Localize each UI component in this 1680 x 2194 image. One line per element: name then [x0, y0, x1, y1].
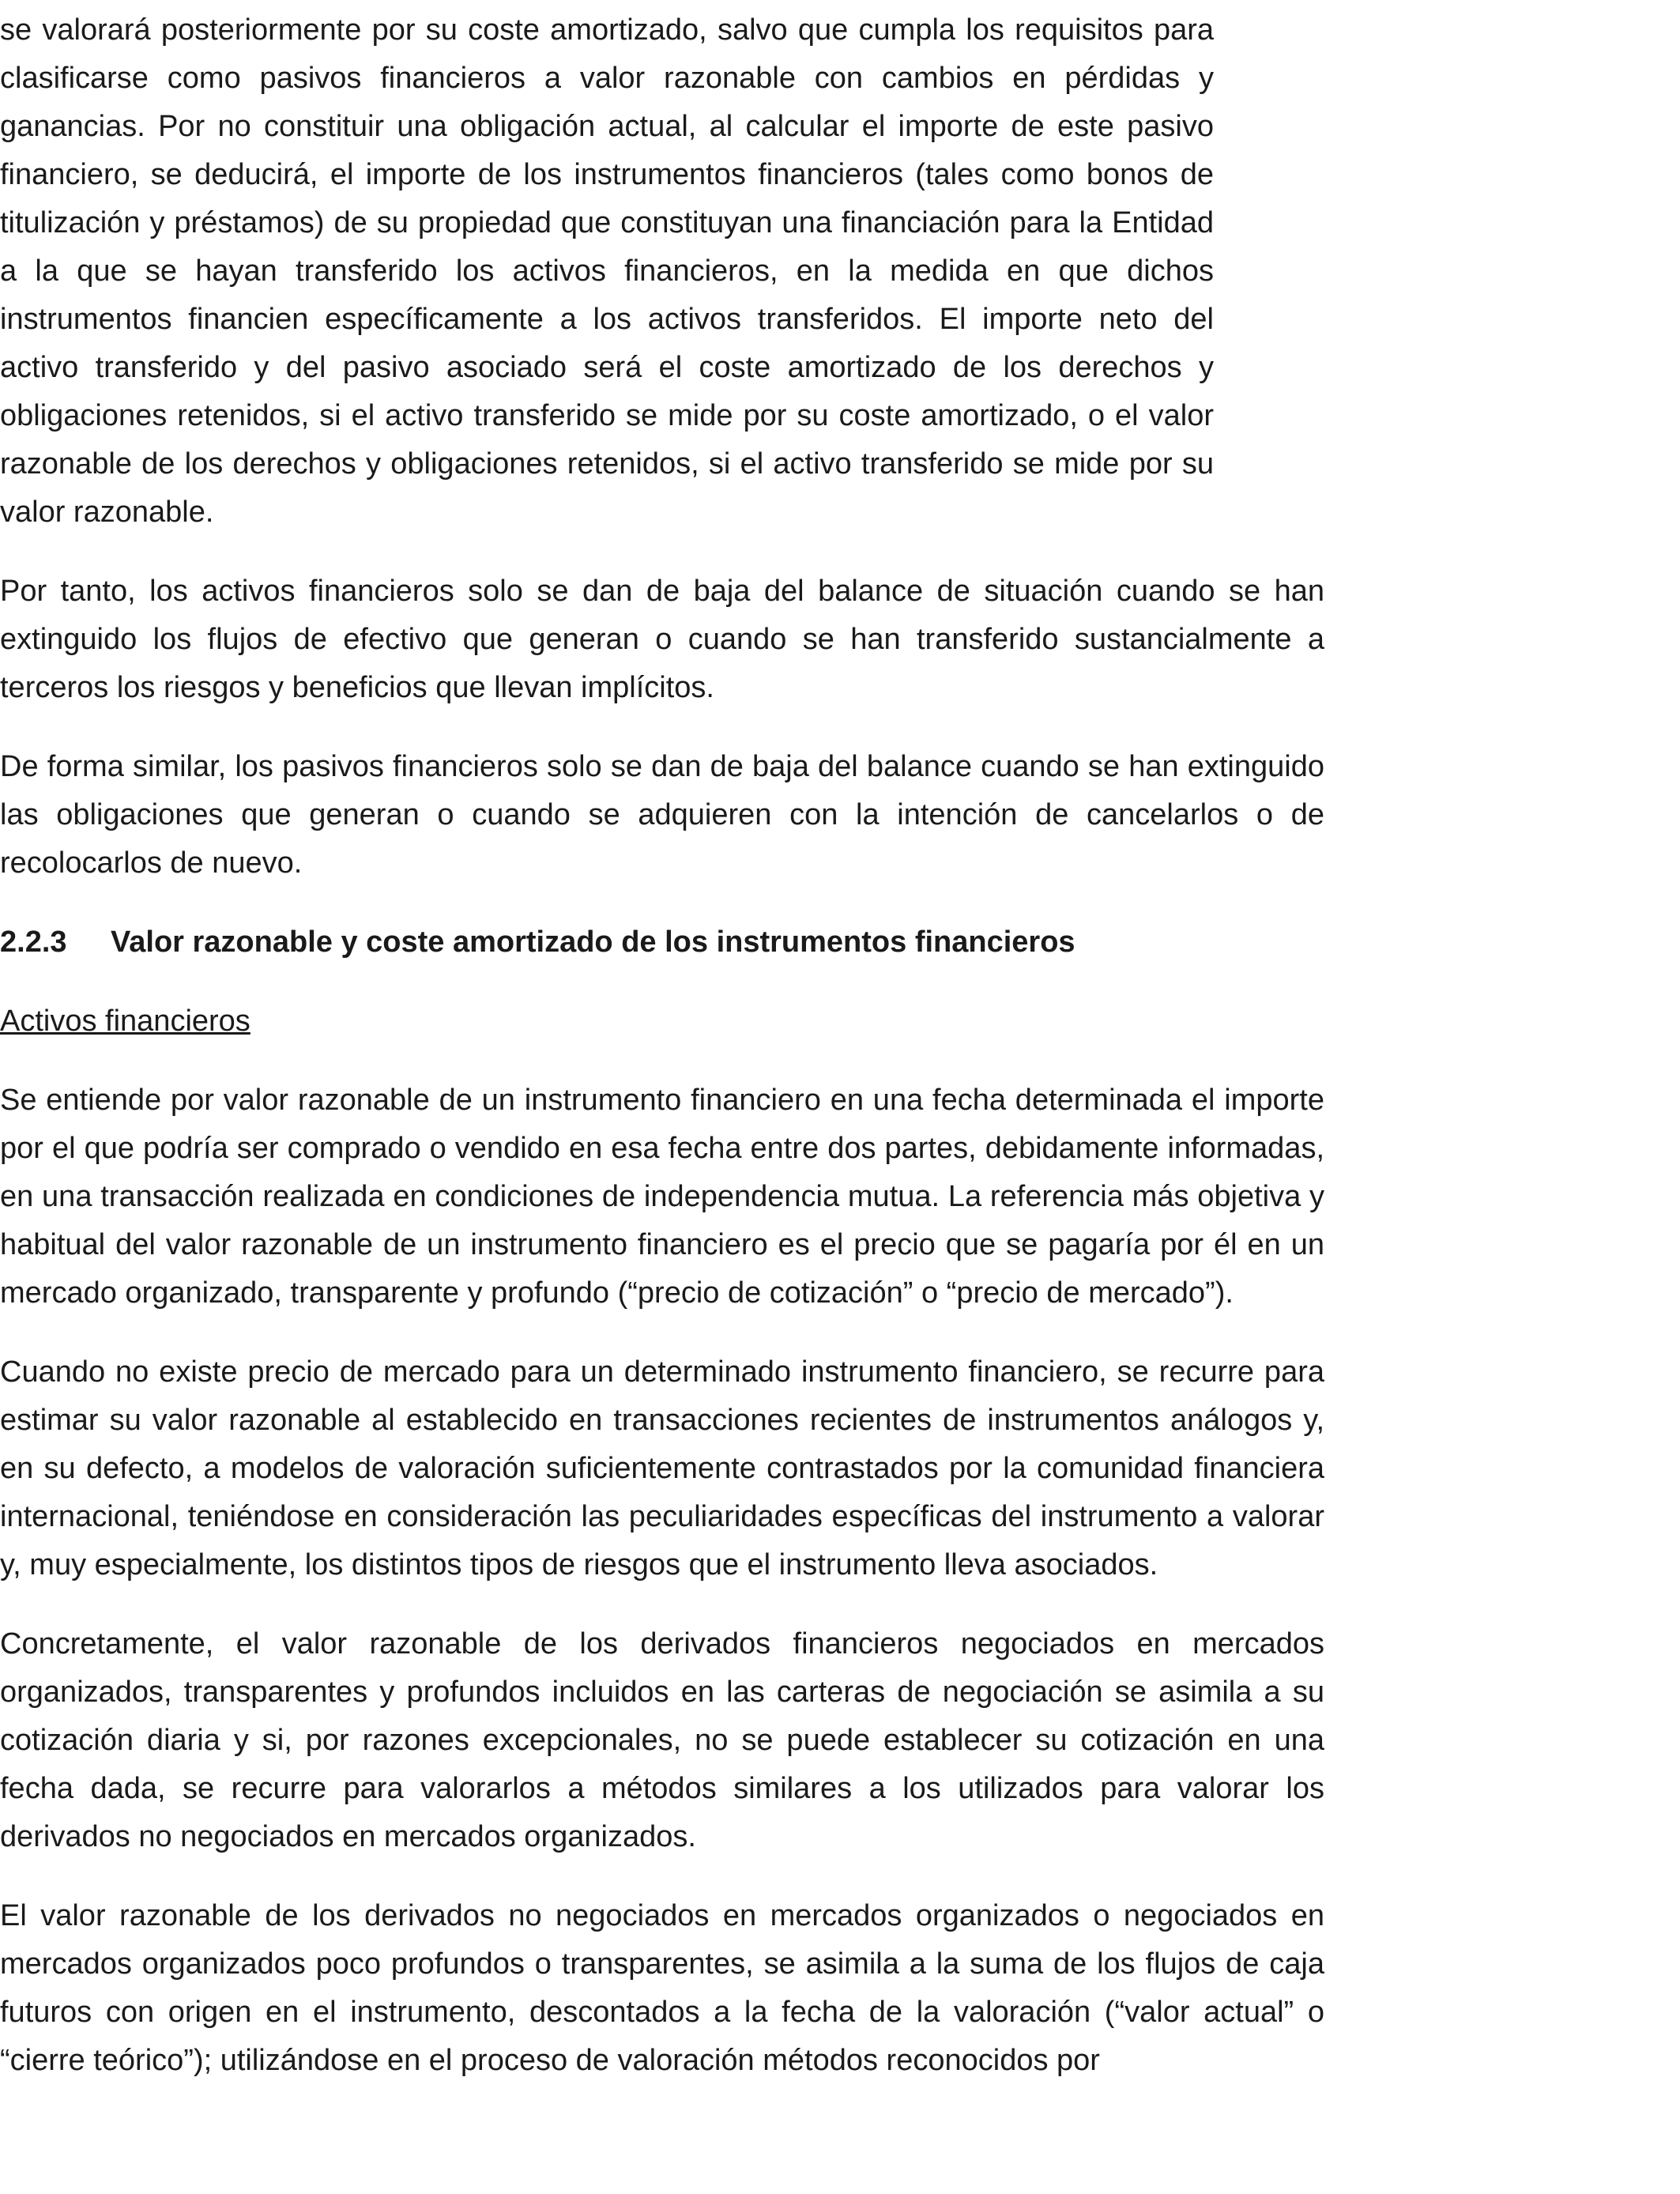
body-paragraph: Se entiende por valor razonable de un instrumento financiero en una fecha determinada el importe por el que podría ser comprado o vendido en esa fecha entre dos partes, debidamente informadas, en una transacción realizada en condiciones de independencia mutua. La referencia más objetiva y habitual del valor razonable de un instrumento financiero es el precio que se pagaría por él en un mercado organizado, transparente y profundo (“precio de cotización” o “precio de mercado”).: [0, 1084, 1324, 1310]
body-paragraph: De forma similar, los pasivos financieros solo se dan de baja del balance cuando se han extinguido las obligaciones que generan o cuando se adquieren con la intención de cancelarlos o de recolocarlos de nuevo.: [0, 750, 1324, 880]
body-paragraph: Por tanto, los activos financieros solo se dan de baja del balance de situación cuando se han extinguido los flujos de efectivo que generan o cuando se han transferido sustancialmente a terceros los riesgos y beneficios que llevan implícitos.: [0, 575, 1324, 704]
subsection-heading: Activos financieros: [0, 1005, 250, 1038]
section-title: Valor razonable y coste amortizado de los instrumentos financieros: [111, 925, 1075, 959]
body-paragraph: Cuando no existe precio de mercado para un determinado instrumento financiero, se recurre para estimar su valor razonable al establecido en transacciones recientes de instrumentos análogos y, en su defecto, a modelos de valoración suficientemente contrastados por la comunidad financiera internacional, teniéndose en consideración las peculiaridades específicas del instrumento a valorar y, muy especialmente, los distintos tipos de riesgos que el instrumento lleva asociados.: [0, 1355, 1324, 1581]
body-paragraph: Concretamente, el valor razonable de los derivados financieros negociados en mercados organizados, transparentes y profundos incluidos en las carteras de negociación se asimila a su cotización diaria y si, por razones excepcionales, no se puede establecer su cotización en una fecha dada, se recurre para valorarlos a métodos similares a los utilizados para valorar los derivados no negociados en mercados organizados.: [0, 1627, 1324, 1853]
indented-paragraph: se valorará posteriormente por su coste amortizado, salvo que cumpla los requisitos para clasificarse como pasivos financieros a valor razonable con cambios en pérdidas y ganancias. Por no constituir una obligación actual, al calcular el importe de este pasivo financiero, se deducirá, el importe de los instrumentos financieros (tales como bonos de titulización y préstamos) de su propiedad que constituyan una financiación para la Entidad a la que se hayan transferido los activos financieros, en la medida en que dichos instrumentos financien específicamente a los activos transferidos. El importe neto del activo transferido y del pasivo asociado será el coste amortizado de los derechos y obligaciones retenidos, si el activo transferido se mide por su coste amortizado, o el valor razonable de los derechos y obligaciones retenidos, si el activo transferido se mide por su valor razonable.: [0, 13, 1214, 529]
section-number: 2.2.3: [0, 925, 67, 959]
section-heading: [0, 918, 1324, 967]
body-paragraph: El valor razonable de los derivados no negociados en mercados organizados o negociados en mercados organizados poco profundos o transparentes, se asimila a la suma de los flujos de caja futuros con origen en el instrumento, descontados a la fecha de la valoración (“valor actual” o “cierre teórico”); utilizándose en el proceso de valoración métodos reconocidos por: [0, 1899, 1324, 2077]
